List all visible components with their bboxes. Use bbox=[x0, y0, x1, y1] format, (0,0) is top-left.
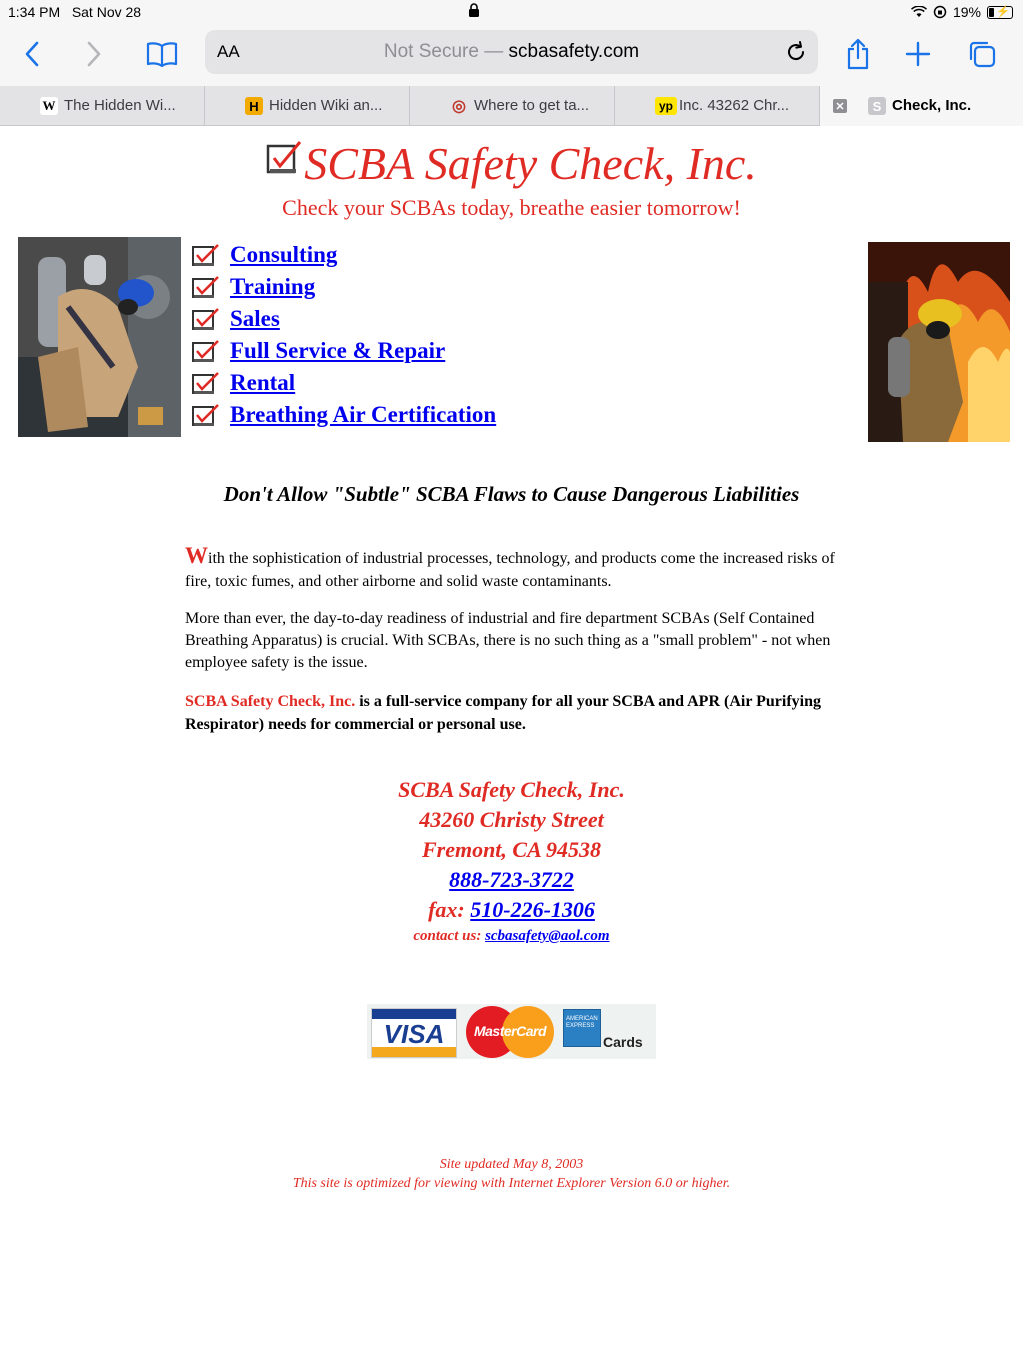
firefighter-photo bbox=[868, 242, 1010, 442]
bookmarks-button[interactable] bbox=[144, 36, 180, 72]
tab-label: Inc. 43262 Chr... bbox=[679, 97, 790, 114]
lock-icon bbox=[468, 3, 480, 17]
close-tab-icon[interactable]: ✕ bbox=[833, 99, 847, 113]
company-name-inline: SCBA Safety Check, Inc. bbox=[185, 693, 356, 710]
web-page bbox=[0, 127, 1023, 1364]
amex-logo: AMERICAN EXPRESS bbox=[563, 1009, 601, 1047]
tab-label: Hidden Wiki an... bbox=[269, 97, 383, 114]
link-training[interactable]: Training bbox=[230, 274, 316, 299]
address-bar[interactable] bbox=[205, 30, 818, 74]
battery-icon: ⚡ bbox=[987, 6, 1013, 19]
address-street: 43260 Christy Street bbox=[419, 807, 604, 832]
contact-line: contact us: scbasafety@aol.com bbox=[413, 928, 610, 944]
checkbox-bullet-icon bbox=[192, 275, 220, 299]
status-time: 1:34 PM Sat Nov 28 bbox=[8, 4, 142, 20]
tab-label: Check, Inc. bbox=[892, 97, 972, 114]
tab-label: Where to get ta... bbox=[474, 97, 590, 114]
site-header bbox=[0, 137, 1023, 190]
menu-item-breathing-air bbox=[192, 399, 496, 431]
chevron-left-icon bbox=[24, 41, 40, 67]
checkbox-bullet-icon bbox=[192, 243, 220, 267]
link-breathing-air-certification[interactable]: Breathing Air Certification bbox=[230, 402, 497, 427]
headline: Don't Allow "Subtle" SCBA Flaws to Cause Dangerous Liabilities bbox=[223, 482, 800, 506]
menu-item-training bbox=[192, 271, 496, 303]
fax-link[interactable]: 510-226-1306 bbox=[470, 897, 595, 922]
tabs-icon bbox=[967, 39, 997, 69]
link-consulting[interactable]: Consulting bbox=[230, 242, 338, 267]
back-button[interactable] bbox=[14, 36, 50, 72]
site-updated: Site updated May 8, 2003 bbox=[439, 1157, 584, 1172]
contact-block bbox=[0, 775, 1023, 947]
accepted-cards-image bbox=[367, 1004, 656, 1059]
visa-logo: VISA bbox=[371, 1008, 457, 1058]
url-text[interactable]: Not Secure — scbasafety.com bbox=[383, 41, 640, 62]
worker-photo bbox=[18, 237, 181, 437]
tab-yellow-pages[interactable] bbox=[615, 86, 820, 126]
book-icon bbox=[146, 41, 178, 67]
email-link[interactable]: scbasafety@aol.com bbox=[485, 928, 610, 944]
menu-item-rental bbox=[192, 367, 496, 399]
site-favicon-icon: S bbox=[868, 97, 886, 115]
share-icon bbox=[845, 38, 871, 70]
optimized-note: This site is optimized for viewing with Internet Explorer Version 6.0 or higher. bbox=[292, 1176, 731, 1191]
tab-label: The Hidden Wi... bbox=[64, 97, 176, 114]
address-company: SCBA Safety Check, Inc. bbox=[398, 777, 625, 802]
new-tab-button[interactable] bbox=[900, 36, 936, 72]
link-rental[interactable]: Rental bbox=[230, 370, 296, 395]
wifi-icon bbox=[911, 6, 927, 18]
tabs-overview-button[interactable] bbox=[964, 36, 1000, 72]
menu-item-consulting bbox=[192, 239, 496, 271]
wikipedia-icon: W bbox=[40, 97, 58, 115]
tab-bar bbox=[0, 86, 1023, 126]
orientation-lock-icon bbox=[933, 5, 947, 19]
menu-item-full-service bbox=[192, 335, 496, 367]
link-full-service-repair[interactable]: Full Service & Repair bbox=[230, 338, 446, 363]
service-menu bbox=[192, 239, 496, 431]
tab-where-to-get[interactable] bbox=[410, 86, 615, 126]
checkbox-bullet-icon bbox=[192, 403, 220, 427]
menu-item-sales bbox=[192, 303, 496, 335]
battery-percent: 19% bbox=[952, 4, 981, 20]
target-icon: ◎ bbox=[452, 98, 466, 115]
readiness-paragraph: More than ever, the day-to-day readiness of industrial and fire department SCBAs (Self Contained Breathing Apparatus) is crucial. With SCBAs, there is no such thing as a "small problem" - not when employee safety is the issue. bbox=[185, 610, 831, 671]
browser-toolbar bbox=[0, 26, 1023, 86]
cards-label: Cards bbox=[603, 1034, 643, 1050]
address-city: Fremont, CA 94538 bbox=[421, 837, 602, 862]
tagline: Check your SCBAs today, breathe easier tomorrow! bbox=[282, 195, 741, 220]
site-title: SCBA Safety Check, Inc. bbox=[304, 138, 757, 189]
tab-hidden-wiki[interactable] bbox=[0, 86, 205, 126]
checkbox-bullet-icon bbox=[192, 371, 220, 395]
chevron-right-icon bbox=[86, 41, 102, 67]
reader-button[interactable]: AA bbox=[217, 42, 240, 61]
company-paragraph: SCBA Safety Check, Inc. is a full-service company for all your SCBA and APR (Air Purifying Respirator) needs for commercial or personal use. bbox=[185, 693, 822, 733]
forward-button[interactable] bbox=[76, 36, 112, 72]
tab-hidden-wiki-2[interactable] bbox=[205, 86, 410, 126]
mastercard-logo: MasterCard bbox=[464, 1006, 556, 1058]
checkbox-logo-icon bbox=[266, 140, 302, 176]
reload-icon[interactable] bbox=[784, 40, 808, 64]
h-logo-icon: H bbox=[245, 97, 263, 115]
share-button[interactable] bbox=[840, 36, 876, 72]
dropcap-letter: W bbox=[185, 543, 208, 568]
phone-link[interactable]: 888-723-3722 bbox=[449, 867, 574, 892]
tab-check-inc[interactable] bbox=[820, 86, 1023, 126]
checkbox-bullet-icon bbox=[192, 307, 220, 331]
footer bbox=[0, 1155, 1023, 1193]
status-right bbox=[911, 4, 1013, 20]
intro-paragraph: With the sophistication of industrial processes, technology, and products come the increased risks of fire, toxic fumes, and other airborne and solid waste contaminants. bbox=[185, 543, 835, 590]
link-sales[interactable]: Sales bbox=[230, 306, 280, 331]
checkbox-bullet-icon bbox=[192, 339, 220, 363]
fax-line: fax: 510-226-1306 bbox=[428, 897, 595, 922]
plus-icon bbox=[905, 41, 931, 67]
yp-logo-icon: yp bbox=[655, 97, 677, 115]
status-bar bbox=[0, 0, 1023, 26]
